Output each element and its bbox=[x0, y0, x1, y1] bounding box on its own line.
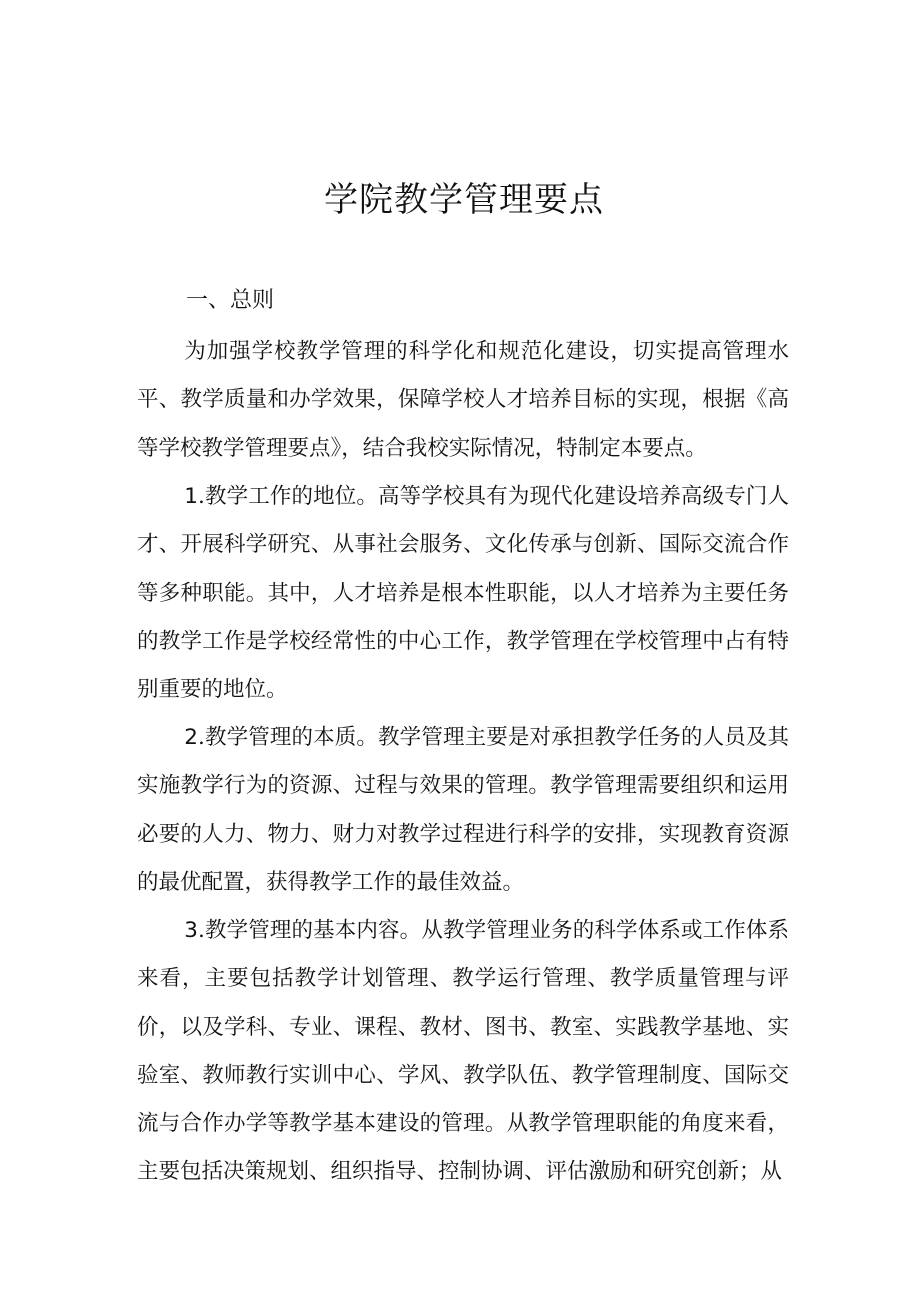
item-text: .教学管理的本质。教学管理主要是对承担教学任务的人员及其实施教学行为的资源、过程与效果的管理。教学管理需要组织和运用必要的人力、物力、财力对教学过程进行科学的安排，实现教育资源的最优配置，获得教学工作的最佳效益。 bbox=[137, 725, 789, 895]
intro-text: 为加强学校教学管理的科学化和规范化建设，切实提高管理水平、教学质量和办学效果，保障学校人才培养目标的实现，根据《高等学校教学管理要点》，结合我校实际情况，特制定本要点。 bbox=[137, 339, 789, 461]
item-paragraph-1 bbox=[137, 473, 789, 714]
item-paragraph-3 bbox=[137, 907, 789, 1197]
document-title: 学院教学管理要点 bbox=[324, 180, 604, 220]
section-heading-general: 一、总则 bbox=[186, 288, 275, 313]
item-text: .教学工作的地位。高等学校具有为现代化建设培养高级专门人才、开展科学研究、从事社会服务、文化传承与创新、国际交流合作等多种职能。其中，人才培养是根本性职能，以人才培养为主要任务的教学工作是学校经常性的中心工作，教学管理在学校管理中占有特别重要的地位。 bbox=[137, 484, 789, 703]
item-number: 2 bbox=[184, 725, 198, 750]
item-paragraph-2 bbox=[137, 714, 789, 907]
intro-paragraph bbox=[137, 328, 789, 473]
item-number: 1 bbox=[184, 484, 198, 509]
item-text: .教学管理的基本内容。从教学管理业务的科学体系或工作体系来看，主要包括教学计划管理、教学运行管理、教学质量管理与评价，以及学科、专业、课程、教材、图书、教室、实践教学基地、实验室、教师教行实训中心、学风、教学队伍、教学管理制度、国际交流与合作办学等教学基本建设的管理。从教学管理职能的角度来看，主要包括决策规划、组织指导、控制协调、评估激励和研究创新；从 bbox=[137, 918, 789, 1185]
item-number: 3 bbox=[184, 918, 198, 943]
